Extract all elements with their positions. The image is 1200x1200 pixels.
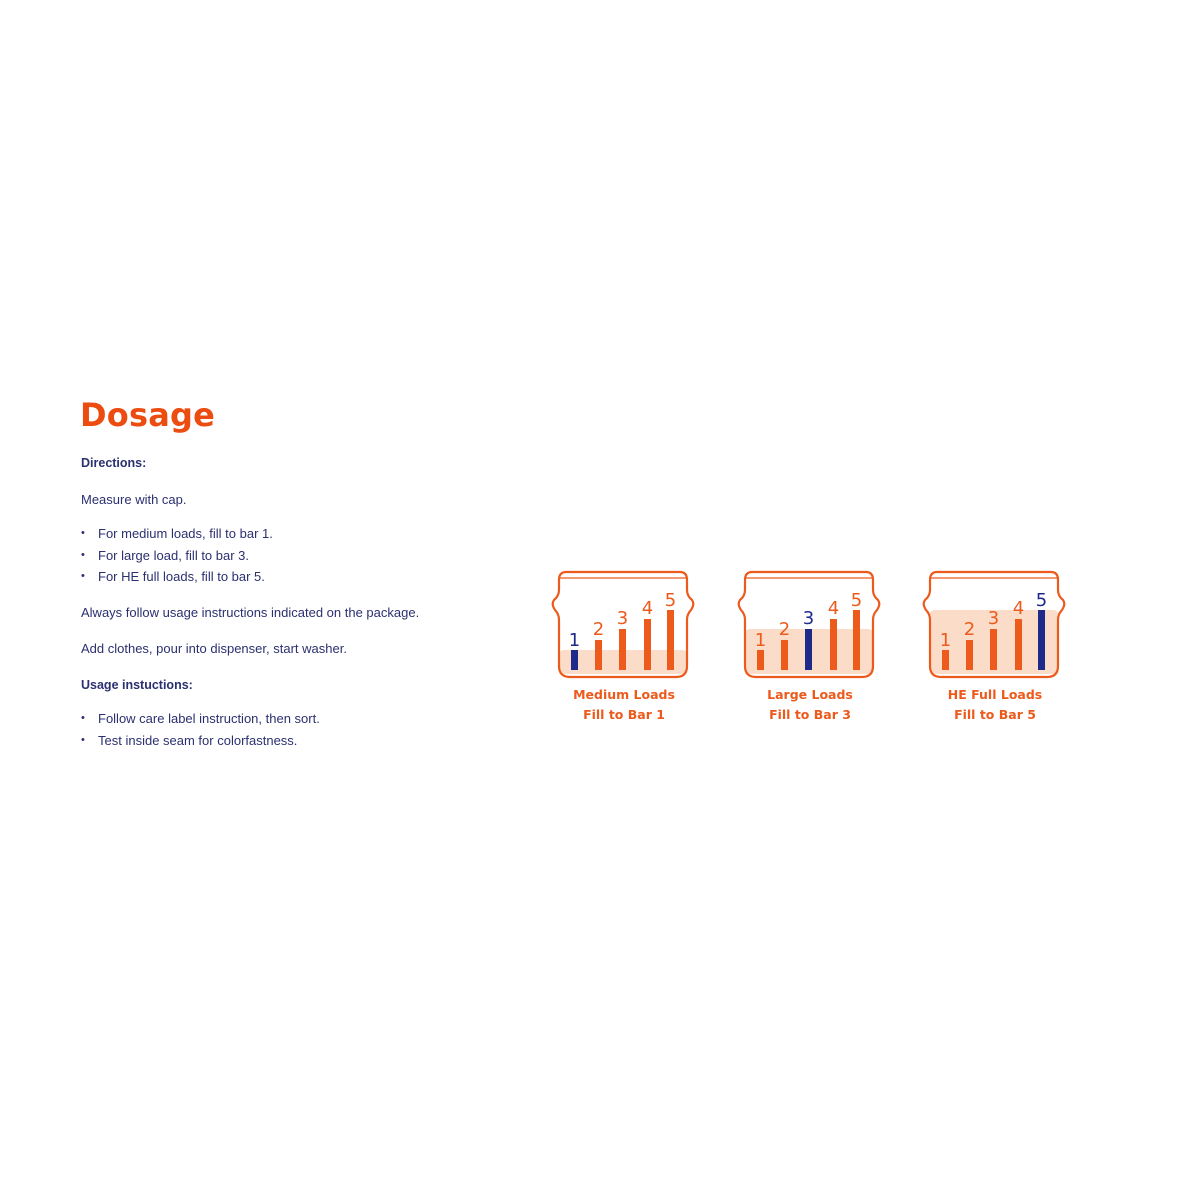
measure-bar-label-2: 2 (963, 619, 976, 640)
page-title: Dosage (80, 396, 215, 434)
measure-bar-5 (667, 610, 674, 670)
measure-bar-2 (595, 640, 602, 670)
directions-list (81, 526, 273, 591)
measure-bar-label-2: 2 (778, 619, 791, 640)
list-item-text: For medium loads, fill to bar 1. (98, 526, 273, 541)
list-item-text: For HE full loads, fill to bar 5. (98, 569, 265, 584)
measure-bar-label-1: 1 (939, 630, 952, 651)
measure-bar-label-2: 2 (592, 619, 605, 640)
measure-bar-3 (805, 629, 812, 670)
directions-heading: Directions: (81, 456, 147, 470)
cup-label-line2: Fill to Bar 3 (769, 707, 851, 722)
measure-bar-3 (619, 629, 626, 670)
measuring-cups-diagram (552, 566, 1072, 736)
measure-bar-label-1: 1 (568, 630, 581, 651)
measure-bar-label-5: 5 (1035, 590, 1048, 611)
usage-heading: Usage instuctions: (81, 678, 193, 692)
bullet-icon: • (81, 527, 85, 539)
cup-label-he-full (920, 685, 1070, 725)
measure-bar-label-3: 3 (987, 608, 1000, 629)
measure-bar-label-3: 3 (616, 608, 629, 629)
measure-bar-1 (757, 650, 764, 670)
measure-bar-label-4: 4 (641, 598, 654, 619)
cup-label-large (735, 685, 885, 725)
measure-bar-label-5: 5 (664, 590, 677, 611)
list-item-text: For large load, fill to bar 3. (98, 547, 250, 563)
measure-bar-5 (1038, 610, 1045, 670)
measuring-cups-illustration (552, 566, 1072, 686)
cup-label-medium (549, 685, 699, 725)
measuring-cup-medium (553, 572, 694, 677)
usage-list (81, 711, 320, 754)
measure-bar-5 (853, 610, 860, 670)
list-item-text: Follow care label instruction, then sort. (98, 711, 320, 726)
measure-bar-3 (990, 629, 997, 670)
measure-bar-4 (830, 619, 837, 670)
cup-label-line2: Fill to Bar 1 (583, 707, 665, 722)
measure-bar-1 (571, 650, 578, 670)
bullet-icon: • (81, 712, 85, 724)
measuring-cup-he-full (924, 572, 1065, 677)
washing-note: Add clothes, pour into dispenser, start washer. (81, 641, 347, 656)
list-item (81, 733, 320, 755)
directions-intro: Measure with cap. (81, 492, 187, 507)
measuring-cup-large (739, 572, 880, 677)
list-item (81, 569, 273, 591)
bullet-icon: • (81, 548, 85, 561)
list-item (81, 526, 273, 548)
measure-bar-label-5: 5 (850, 590, 863, 611)
list-item (81, 548, 273, 570)
usage-note: Always follow usage instructions indicated on the package. (81, 605, 420, 620)
list-item-text: Test inside seam for colorfastness. (98, 732, 298, 748)
cup-label-line1: Large Loads (767, 687, 853, 702)
measure-bar-2 (781, 640, 788, 670)
measure-bar-4 (1015, 619, 1022, 670)
measure-bar-1 (942, 650, 949, 670)
cup-label-line2: Fill to Bar 5 (954, 707, 1036, 722)
bullet-icon: • (81, 570, 85, 582)
measure-bar-label-4: 4 (1012, 598, 1025, 619)
cup-label-line1: HE Full Loads (947, 687, 1043, 702)
measure-bar-4 (644, 619, 651, 670)
bullet-icon: • (81, 733, 85, 746)
measure-bar-label-4: 4 (827, 598, 840, 619)
measure-bar-label-1: 1 (754, 630, 767, 651)
cup-label-line1: Medium Loads (573, 687, 675, 702)
measure-bar-2 (966, 640, 973, 670)
list-item (81, 711, 320, 733)
measure-bar-label-3: 3 (802, 608, 815, 629)
